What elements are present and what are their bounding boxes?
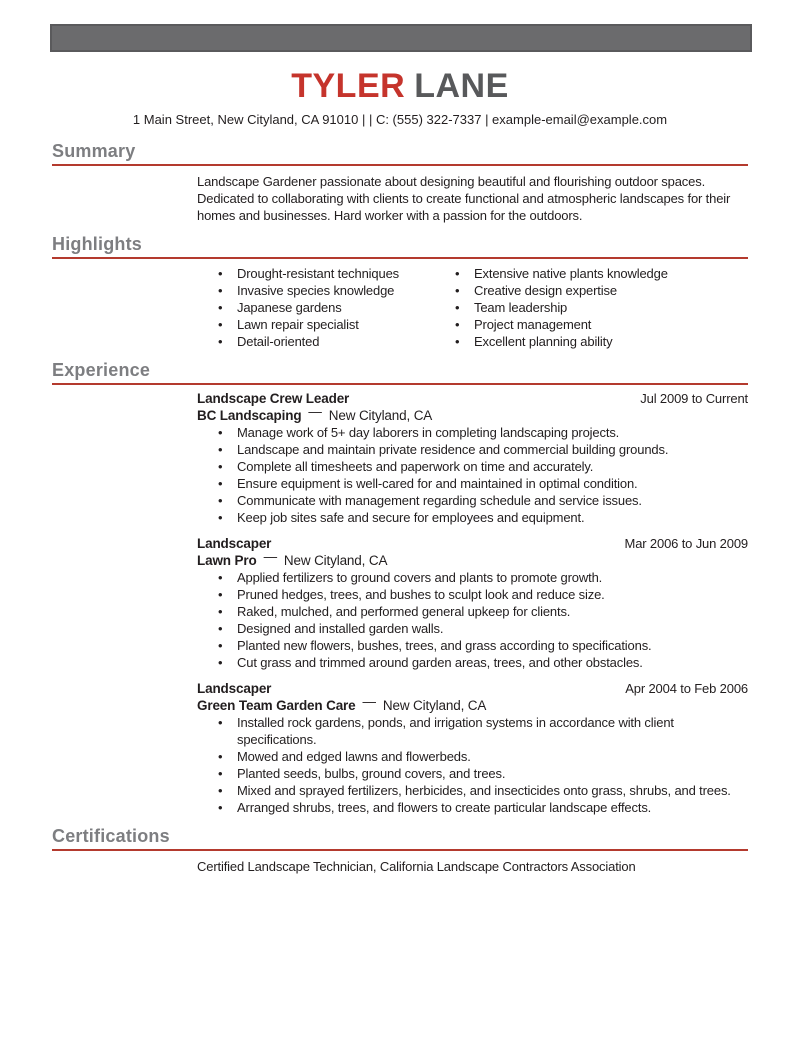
resume-name: [52, 66, 748, 106]
section-heading-summary: Summary: [52, 141, 748, 166]
name-last: LANE: [414, 67, 509, 105]
header-bar: [50, 24, 752, 52]
highlight-item: • Extensive native plants knowledge: [434, 265, 748, 282]
job-title: Landscape Crew Leader: [197, 391, 350, 406]
job-bullet: • Planted new flowers, bushes, trees, and grass according to specifications.: [197, 637, 748, 654]
resume-page: [0, 24, 800, 875]
section-heading-certifications: Certifications: [52, 826, 748, 851]
job-bullet-list: [197, 569, 748, 671]
job-bullet: • Landscape and maintain private residence and commercial building grounds.: [197, 441, 748, 458]
company-name: Green Team Garden Care: [197, 698, 356, 713]
job-bullet: • Mixed and sprayed fertilizers, herbicides, and insecticides onto grass, shrubs, and trees.: [197, 782, 748, 799]
job-bullet: • Complete all timesheets and paperwork on time and accurately.: [197, 458, 748, 475]
job-dates: Mar 2006 to Jun 2009: [624, 536, 748, 551]
job-bullet: • Applied fertilizers to ground covers and plants to promote growth.: [197, 569, 748, 586]
highlight-item: • Japanese gardens: [197, 299, 434, 316]
job-bullet: • Installed rock gardens, ponds, and irrigation systems in accordance with client specifications.: [197, 714, 748, 748]
name-first: TYLER: [291, 67, 406, 105]
company-location: New Cityland, CA: [283, 553, 388, 568]
job-entry: [197, 680, 748, 816]
summary-text: Landscape Gardener passionate about designing beautiful and flourishing outdoor spaces. Dedicated to collaborating with clients to create functional and atmospheric landscapes for their homes and businesses. Hard worker with a passion for the outdoors.: [197, 174, 731, 223]
job-bullet: • Designed and installed garden walls.: [197, 620, 748, 637]
company-separator: —: [263, 549, 277, 564]
job-dates: Jul 2009 to Current: [640, 391, 748, 406]
job-bullet: • Communicate with management regarding schedule and service issues.: [197, 492, 748, 509]
highlights-columns: [197, 265, 748, 350]
job-bullet: • Raked, mulched, and performed general upkeep for clients.: [197, 603, 748, 620]
contact-line: 1 Main Street, New Cityland, CA 91010 | | C: (555) 322-7337 | example-email@example.com: [132, 112, 668, 127]
highlight-item: • Lawn repair specialist: [197, 316, 434, 333]
job-bullet: • Pruned hedges, trees, and bushes to sculpt look and reduce size.: [197, 586, 748, 603]
company-separator: —: [362, 694, 376, 709]
job-dates: Apr 2004 to Feb 2006: [625, 681, 748, 696]
job-bullet: • Arranged shrubs, trees, and flowers to create particular landscape effects.: [197, 799, 748, 816]
company-name: Lawn Pro: [197, 553, 257, 568]
highlight-item: • Detail-oriented: [197, 333, 434, 350]
job-title: Landscaper: [197, 536, 272, 551]
company-location: New Cityland, CA: [328, 408, 433, 423]
highlight-item: • Excellent planning ability: [434, 333, 748, 350]
section-heading-highlights: Highlights: [52, 234, 748, 259]
company-separator: —: [308, 404, 322, 419]
job-entry: [197, 535, 748, 671]
section-heading-experience: Experience: [52, 360, 748, 385]
job-bullet: • Keep job sites safe and secure for employees and equipment.: [197, 509, 748, 526]
job-bullet-list: [197, 714, 748, 816]
highlight-item: • Invasive species knowledge: [197, 282, 434, 299]
job-entry: [197, 390, 748, 526]
certification-text: Certified Landscape Technician, California Landscape Contractors Association: [197, 859, 636, 874]
highlight-item: • Creative design expertise: [434, 282, 748, 299]
highlights-list-left: [197, 265, 434, 350]
highlight-item: • Drought-resistant techniques: [197, 265, 434, 282]
job-bullet: • Cut grass and trimmed around garden areas, trees, and other obstacles.: [197, 654, 748, 671]
job-bullet: • Planted seeds, bulbs, ground covers, and trees.: [197, 765, 748, 782]
job-bullet: • Manage work of 5+ day laborers in completing landscaping projects.: [197, 424, 748, 441]
highlight-item: • Project management: [434, 316, 748, 333]
highlights-list-right: [434, 265, 748, 350]
job-bullet: • Mowed and edged lawns and flowerbeds.: [197, 748, 748, 765]
job-bullet-list: [197, 424, 748, 526]
company-name: BC Landscaping: [197, 408, 302, 423]
job-bullet: • Ensure equipment is well-cared for and maintained in optimal condition.: [197, 475, 748, 492]
company-location: New Cityland, CA: [382, 698, 487, 713]
job-title: Landscaper: [197, 681, 272, 696]
highlight-item: • Team leadership: [434, 299, 748, 316]
